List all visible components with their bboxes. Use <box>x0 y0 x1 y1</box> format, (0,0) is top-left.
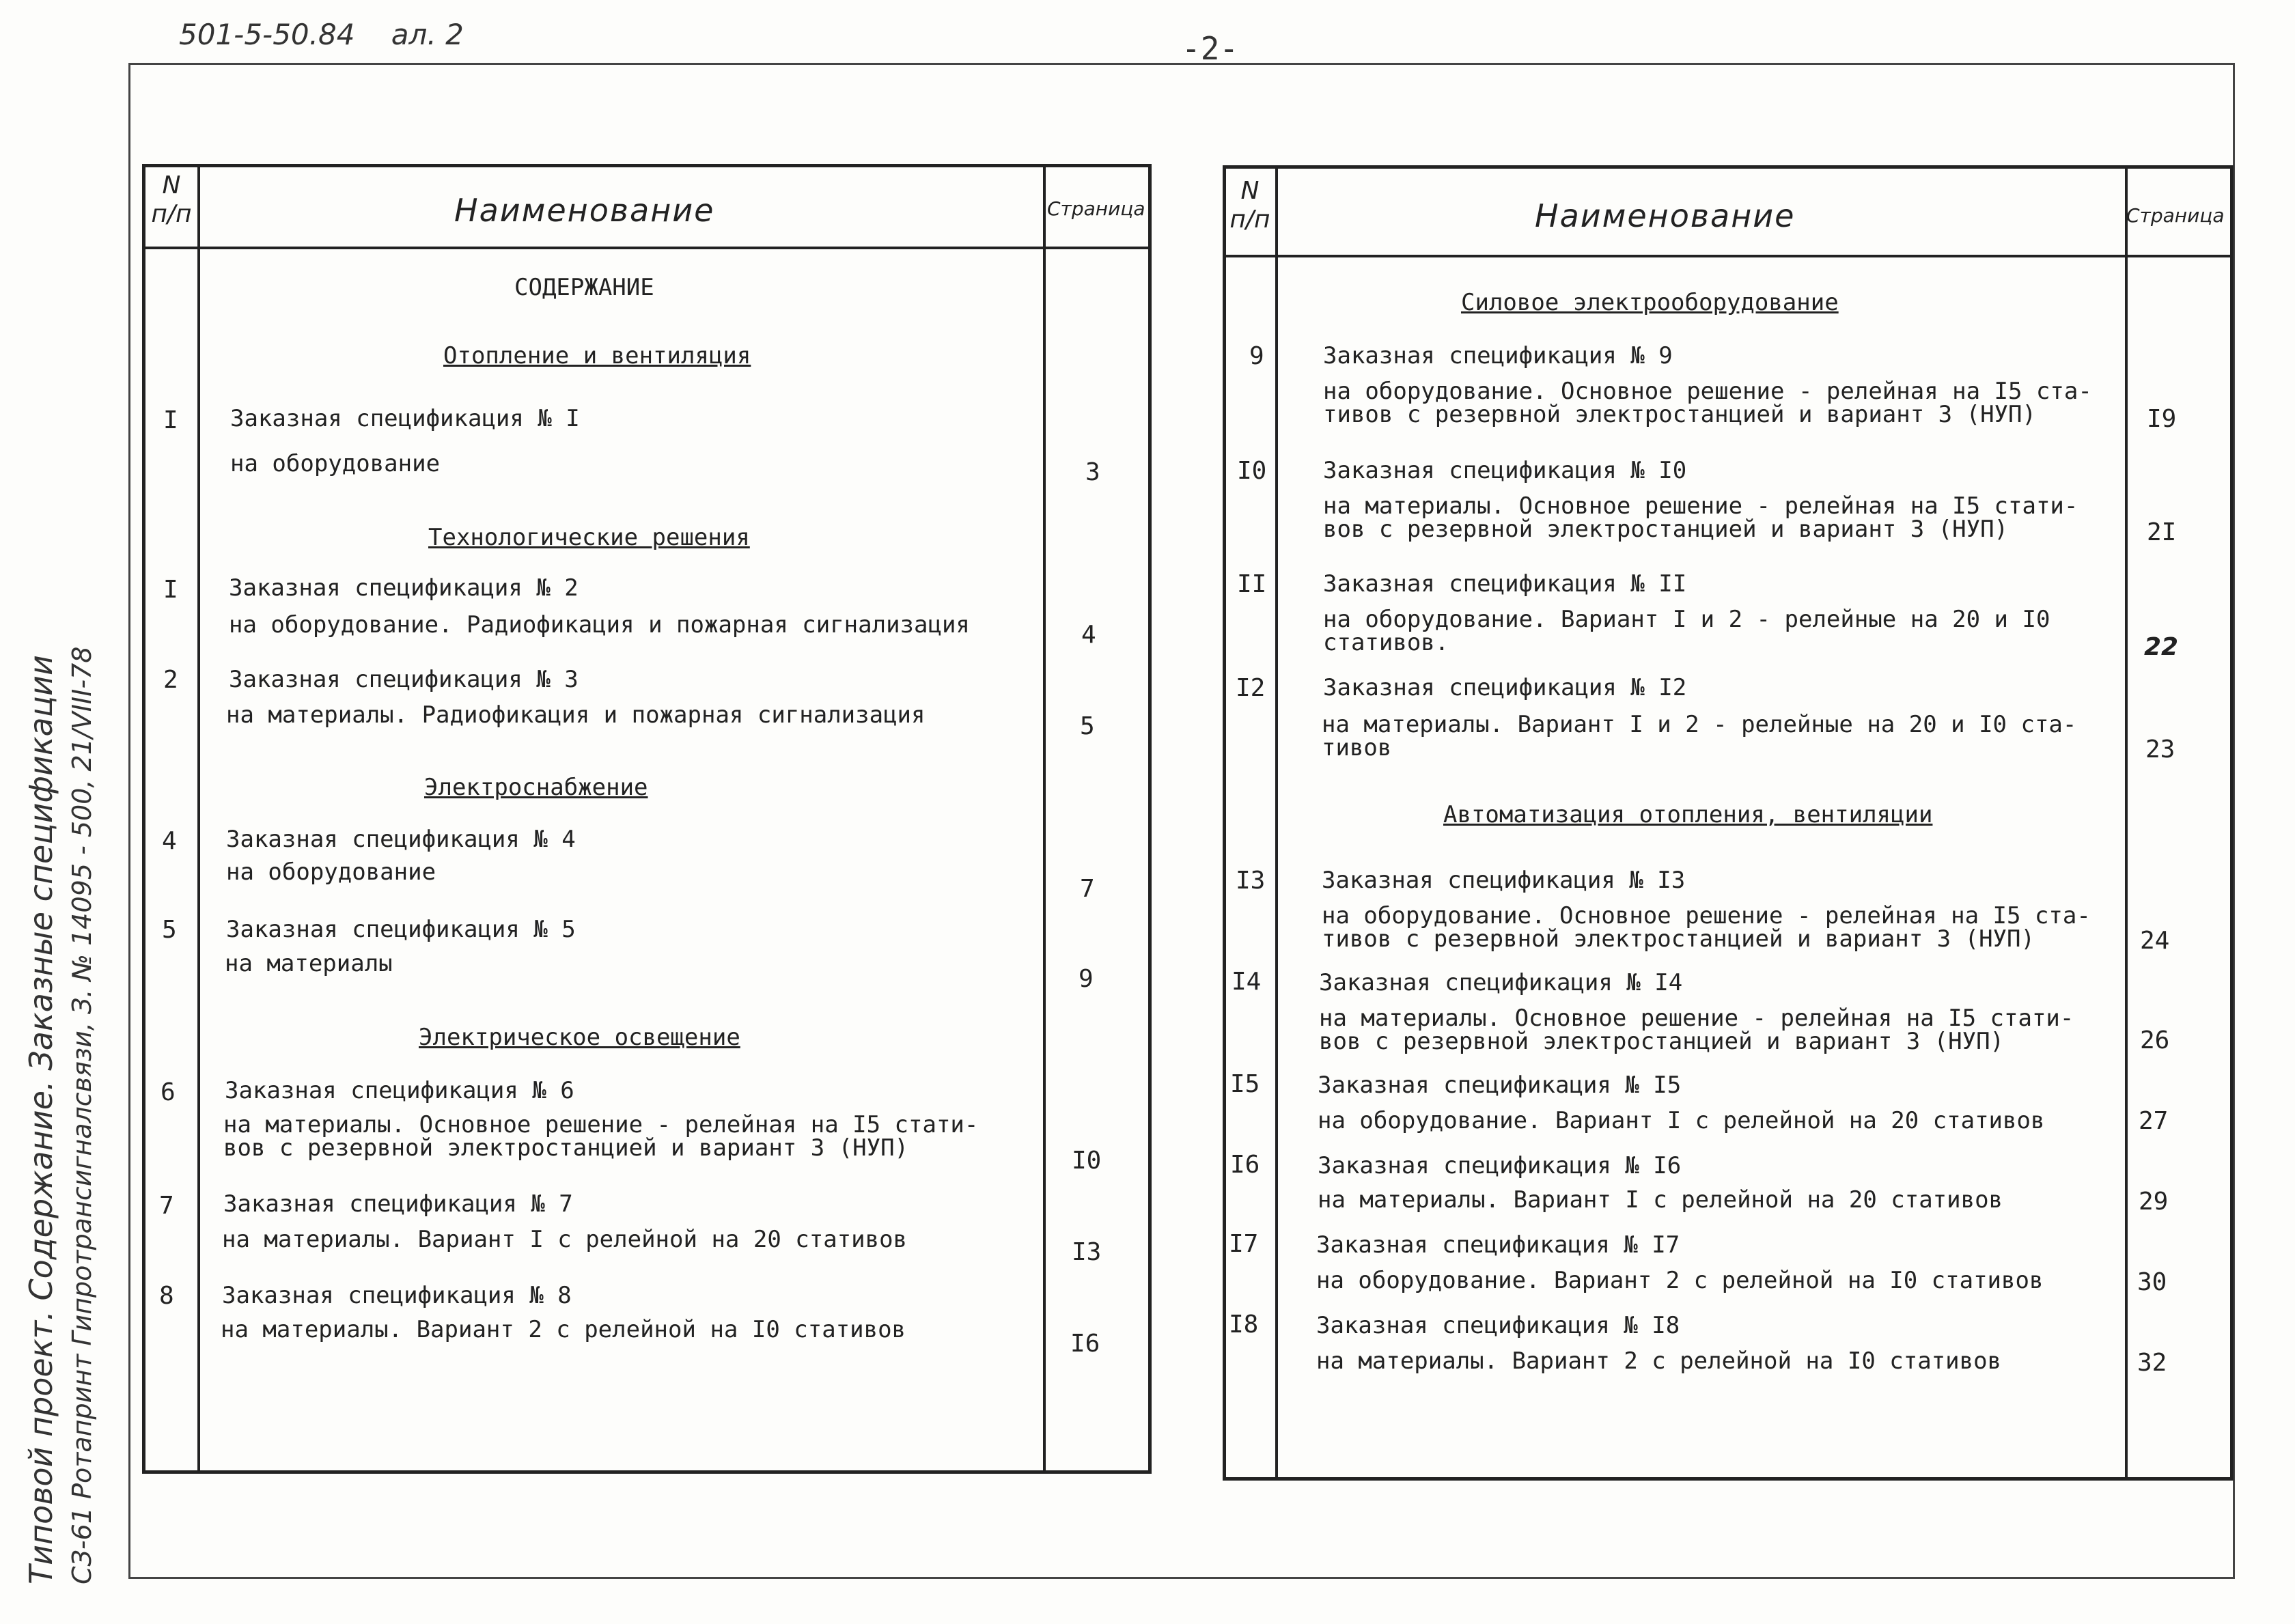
entry-desc: на материалы. Вариант I и 2 - релейные на 20 и I0 ста- <box>1322 711 2077 738</box>
entry-page: 29 <box>2139 1188 2169 1216</box>
entry-title: Заказная спецификация № 5 <box>226 916 576 943</box>
entry-page: 26 <box>2140 1026 2170 1054</box>
entry-desc: вов с резервной электростанцией и вариант 3 (НУП) <box>1319 1028 2005 1055</box>
entry-desc: на оборудование. Основное решение - релейная на I5 ста- <box>1322 902 2091 929</box>
entry-page: I0 <box>1072 1147 1102 1175</box>
header-name: Наименование <box>454 192 715 229</box>
header-divider <box>145 247 1148 249</box>
entry-number: 8 <box>159 1282 174 1310</box>
entry-desc: на материалы. Вариант I с релейной на 20 стативов <box>1318 1186 2003 1214</box>
entry-title: Заказная спецификация № I2 <box>1323 674 1687 701</box>
entry-desc: на материалы. Основное решение - релейная на I5 стати- <box>1323 492 2078 520</box>
entry-page: I6 <box>1070 1330 1100 1358</box>
entry-page: 23 <box>2145 736 2175 764</box>
entry-desc: на материалы. Вариант 2 с релейной на I0 стативов <box>1316 1347 2002 1375</box>
entry-title: Заказная спецификация № 3 <box>229 666 579 693</box>
entry-desc: на материалы. Радиофикация и пожарная сигнализация <box>226 701 926 729</box>
entry-number: I <box>163 406 178 434</box>
entry-title: Заказная спецификация № I3 <box>1322 867 1686 894</box>
entry-title: Заказная спецификация № I6 <box>1318 1152 1682 1179</box>
entry-title: Заказная спецификация № I8 <box>1316 1312 1680 1339</box>
section-heading: Отопление и вентиляция <box>443 342 751 369</box>
entry-page: 32 <box>2137 1349 2167 1377</box>
entry-number: I2 <box>1236 674 1266 702</box>
entry-number: I8 <box>1229 1311 1259 1339</box>
header-num: N п/п <box>1229 177 1270 234</box>
entry-desc: на материалы. Основное решение - релейная на I5 стати- <box>1319 1005 2074 1032</box>
entry-desc: на оборудование <box>226 858 436 886</box>
entry-number: I6 <box>1230 1151 1260 1179</box>
contents-title: СОДЕРЖАНИЕ <box>514 274 654 301</box>
section-heading: Силовое электрооборудование <box>1461 289 1839 316</box>
header-divider <box>1226 255 2230 257</box>
entry-desc: тивов с резервной электростанцией и вариант 3 (НУП) <box>1323 401 2036 428</box>
entry-desc: на оборудование <box>230 450 441 477</box>
entry-number: I5 <box>1230 1070 1260 1098</box>
entry-page: 2I <box>2147 518 2177 546</box>
entry-number: I0 <box>1237 457 1267 485</box>
entry-title: Заказная спецификация № 6 <box>225 1077 574 1104</box>
doc-code-text: 501-5-50.84 <box>179 18 355 51</box>
entry-page: 3 <box>1085 458 1100 486</box>
entry-number: I7 <box>1229 1230 1259 1258</box>
entry-page: 9 <box>1079 965 1094 993</box>
entry-page: 22 <box>2144 633 2179 661</box>
entry-title: Заказная спецификация № 8 <box>222 1282 572 1309</box>
entry-number: I3 <box>1236 867 1266 895</box>
entry-number: 2 <box>163 666 178 694</box>
entry-number: II <box>1237 570 1267 598</box>
header-page: Страница <box>2126 204 2225 227</box>
entry-page: 30 <box>2137 1268 2167 1296</box>
entry-desc: на оборудование. Радиофикация и пожарная сигнализация <box>229 611 970 639</box>
entry-title: Заказная спецификация № 9 <box>1323 342 1673 369</box>
sheet-label: ал. 2 <box>391 18 464 51</box>
side-stamp <box>20 647 102 1584</box>
entry-title: Заказная спецификация № I0 <box>1323 457 1687 484</box>
entry-page: 24 <box>2140 927 2170 955</box>
entry-number: 7 <box>159 1192 174 1220</box>
entry-number: 6 <box>161 1078 176 1106</box>
entry-title: Заказная спецификация № 7 <box>223 1190 573 1218</box>
entry-desc: на материалы. Вариант 2 с релейной на I0 стативов <box>221 1316 906 1343</box>
page-number: -2- <box>1182 30 1239 67</box>
column-divider <box>1043 167 1046 1470</box>
column-divider <box>197 167 200 1470</box>
entry-page: 4 <box>1081 621 1096 649</box>
entry-page: 27 <box>2139 1107 2169 1135</box>
entry-title: Заказная спецификация № I7 <box>1316 1231 1680 1259</box>
contents-table-right <box>1223 165 2234 1481</box>
entry-title: Заказная спецификация № I5 <box>1318 1072 1682 1099</box>
entry-page: 5 <box>1080 712 1095 740</box>
section-heading: Электроснабжение <box>424 774 648 801</box>
entry-desc: на материалы. Вариант I с релейной на 20 стативов <box>222 1226 908 1253</box>
entry-desc: стативов. <box>1323 629 1449 656</box>
entry-desc: на оборудование. Вариант 2 с релейной на I0 стативов <box>1316 1267 2044 1294</box>
header-num: N п/п <box>151 171 192 228</box>
side-stamp-line-2: СЗ-61 Ротапринт Гипротрансигналсвязи, З. № 14095 - 500, 21/VIII-78 <box>67 646 97 1584</box>
side-stamp-line-1: Типовой проект. Содержание. Заказные спецификации <box>23 655 59 1584</box>
entry-title: Заказная спецификация № 4 <box>226 826 576 853</box>
entry-desc: на оборудование. Основное решение - релейная на I5 ста- <box>1323 378 2092 405</box>
entry-number: I <box>163 576 178 604</box>
entry-page: I9 <box>2147 405 2177 433</box>
entry-number: 5 <box>162 916 177 944</box>
entry-title: Заказная спецификация № I4 <box>1319 969 1683 996</box>
entry-number: 9 <box>1249 342 1264 370</box>
entry-desc: вов с резервной электростанцией и вариант 3 (НУП) <box>223 1134 909 1162</box>
section-heading: Технологические решения <box>428 524 750 551</box>
entry-desc: вов с резервной электростанцией и вариант 3 (НУП) <box>1323 516 2009 543</box>
entry-desc: на материалы <box>225 950 393 977</box>
entry-desc: на оборудование. Вариант I с релейной на 20 стативов <box>1318 1107 2045 1134</box>
entry-page: 7 <box>1080 875 1095 903</box>
entry-title: Заказная спецификация № 2 <box>229 574 579 602</box>
column-divider <box>2125 169 2128 1477</box>
column-divider <box>1275 169 1278 1477</box>
entry-title: Заказная спецификация № I <box>230 405 580 432</box>
entry-page: I3 <box>1072 1238 1102 1266</box>
header-name: Наименование <box>1535 197 1796 234</box>
entry-desc: тивов с резервной электростанцией и вариант 3 (НУП) <box>1322 925 2035 953</box>
header-page: Страница <box>1047 197 1145 220</box>
entry-desc: тивов <box>1322 734 1392 761</box>
entry-number: 4 <box>162 827 177 855</box>
entry-desc: на материалы. Основное решение - релейная на I5 стати- <box>223 1111 979 1138</box>
entry-title: Заказная спецификация № II <box>1323 570 1687 598</box>
document-code <box>179 18 464 51</box>
contents-table-left <box>142 164 1152 1474</box>
entry-number: I4 <box>1232 968 1262 996</box>
section-heading: Электрическое освещение <box>419 1024 740 1051</box>
entry-desc: на оборудование. Вариант I и 2 - релейные на 20 и I0 <box>1323 606 2050 633</box>
section-heading: Автоматизация отопления, вентиляции <box>1443 801 1933 828</box>
